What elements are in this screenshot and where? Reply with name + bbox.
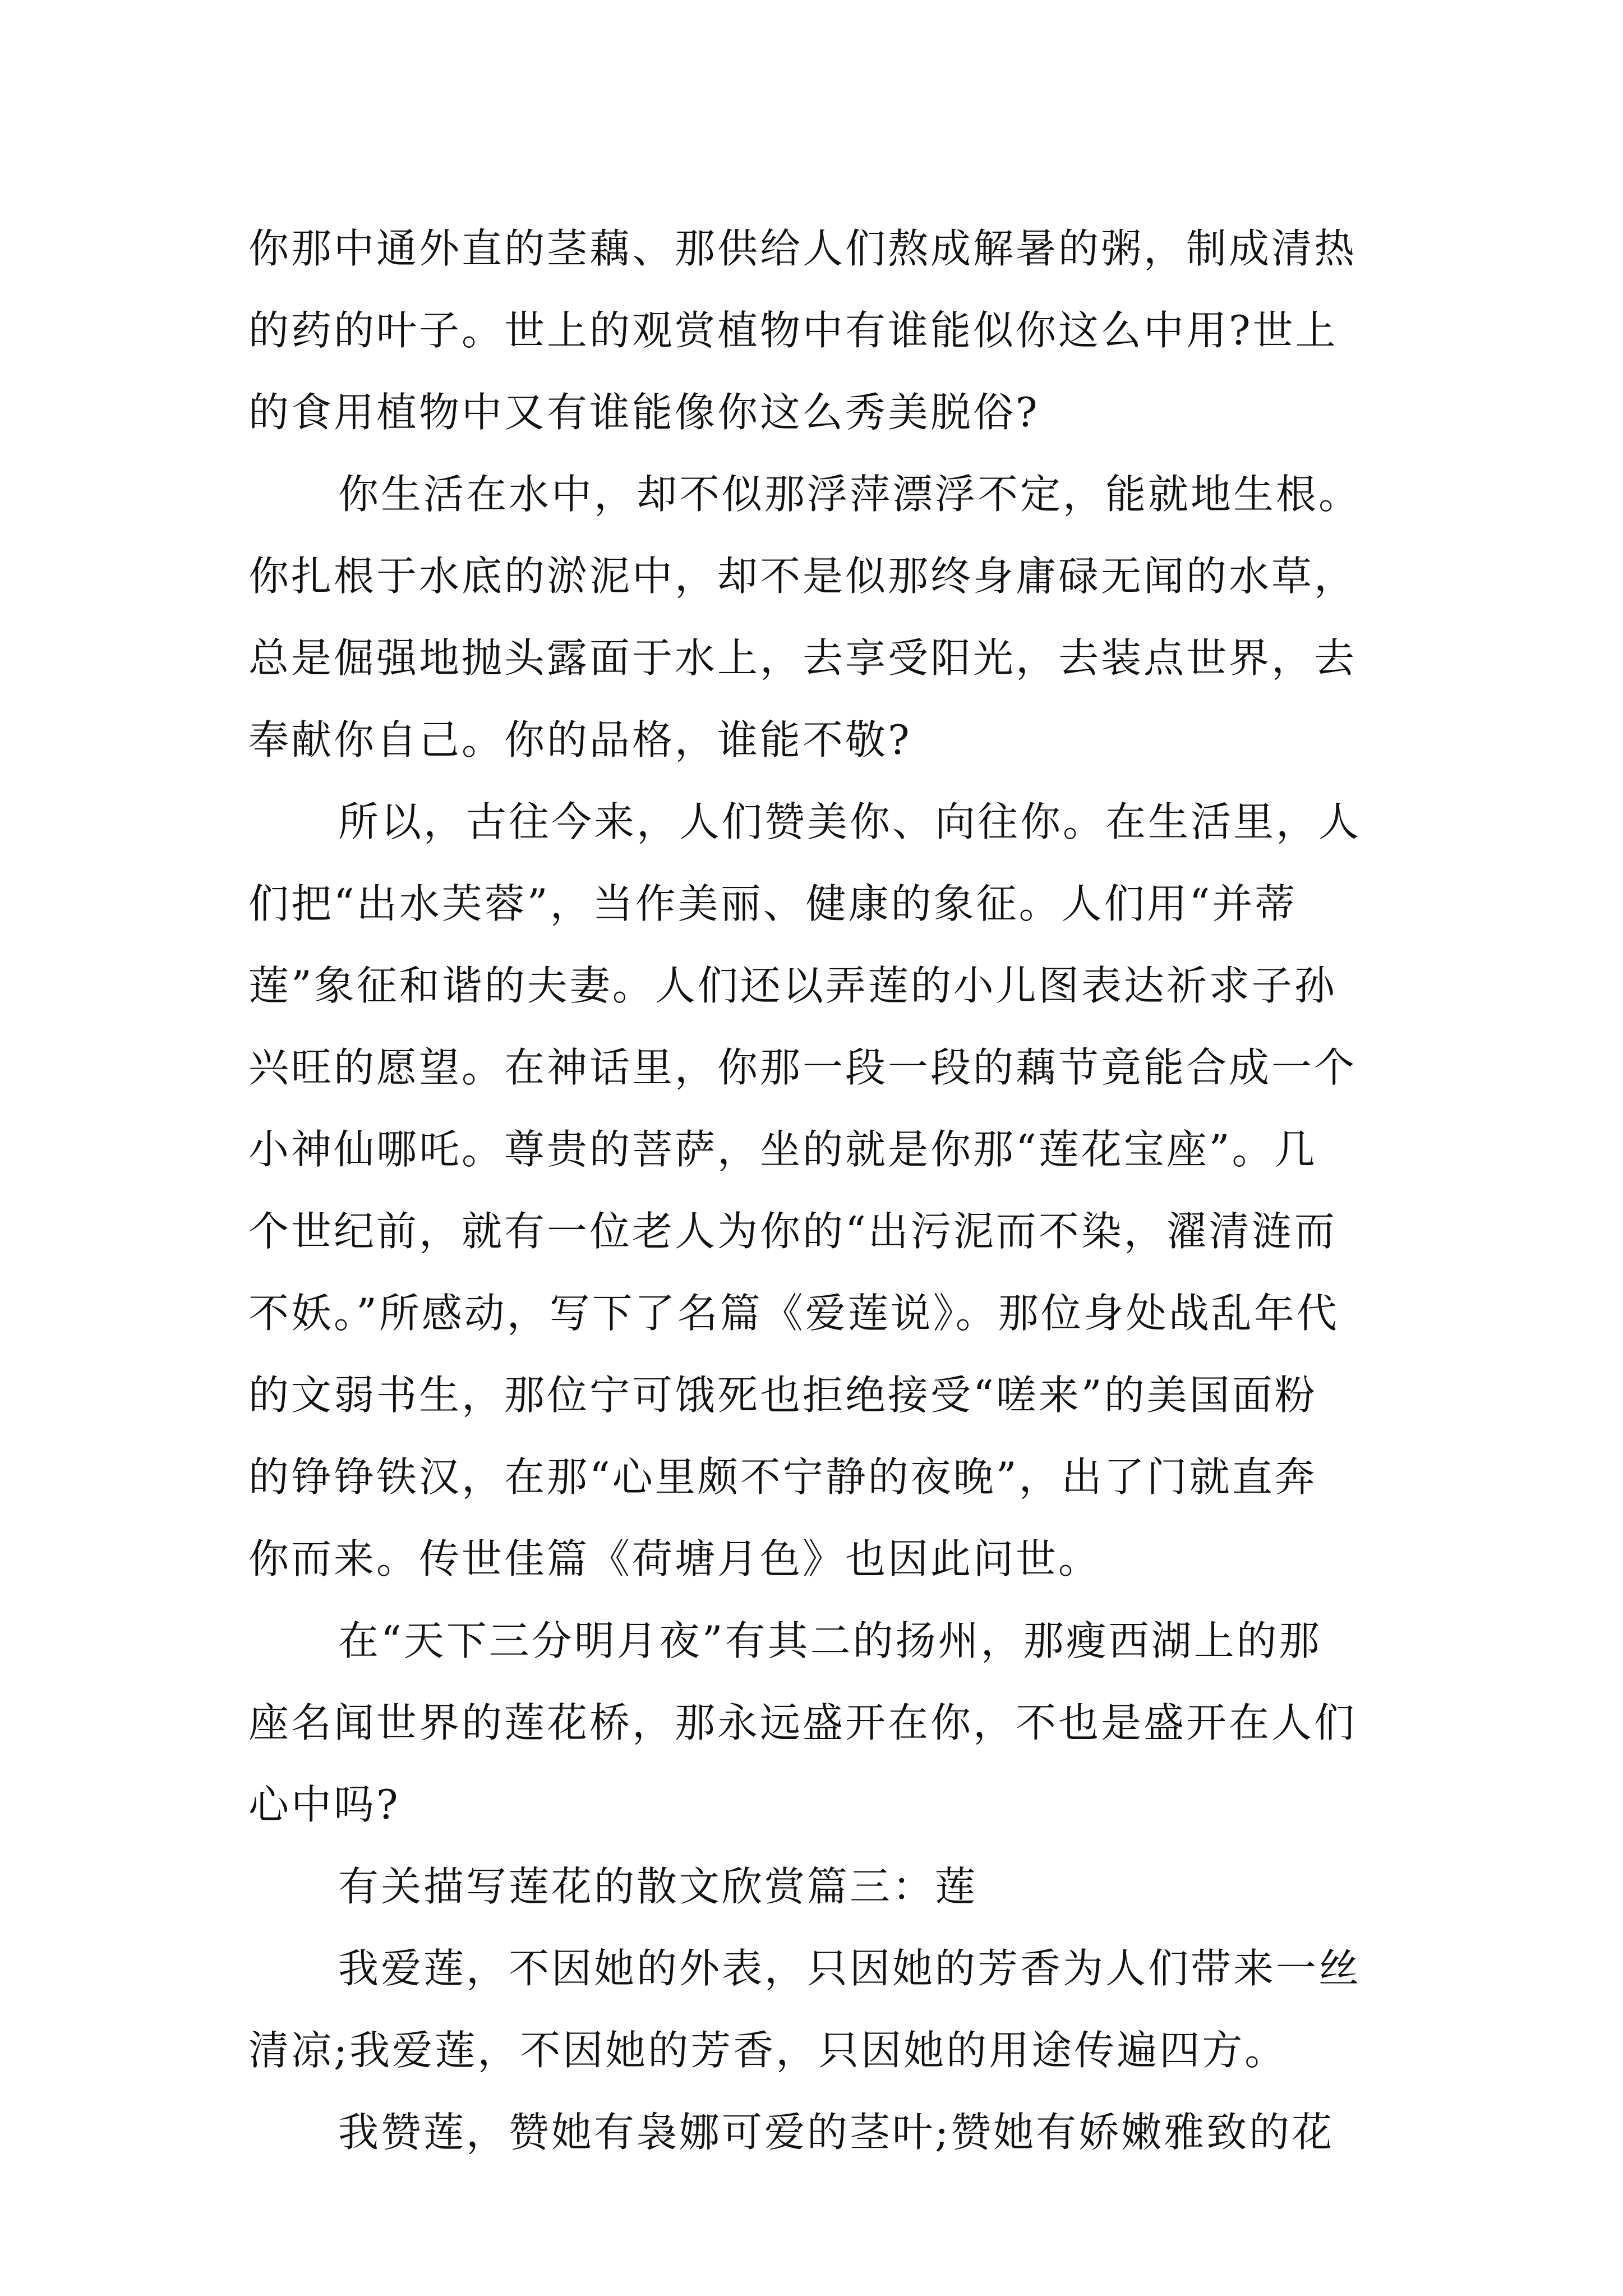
text-line: 座名闻世界的莲花桥，那永远盛开在你，不也是盛开在人们 <box>248 1699 1357 1746</box>
text-line: 奉献你自己。你的品格，谁能不敬? <box>248 716 912 763</box>
paragraph-start-line: 我赞莲，赞她有袅娜可爱的茎叶;赞她有娇嫩雅致的花 <box>338 2109 1335 2156</box>
paragraph-start-line: 我爱莲，不因她的外表，只因她的芳香为人们带来一丝 <box>338 1945 1362 1992</box>
text-line: 总是倔强地抛头露面于水上，去享受阳光，去装点世界，去 <box>248 634 1357 682</box>
text-line: 的食用植物中又有谁能像你这么秀美脱俗? <box>248 389 1040 436</box>
text-line: 的药的叶子。世上的观赏植物中有谁能似你这么中用?世上 <box>248 307 1338 354</box>
text-line: 不妖。”所感动，写下了名篇《爱莲说》。那位身处战乱年代 <box>248 1290 1339 1337</box>
text-line: 你那中通外直的茎藕、那供给人们熬成解暑的粥，制成清热 <box>248 225 1357 272</box>
paragraph-start-line: 在“天下三分明月夜”有其二的扬州，那瘦西湖上的那 <box>338 1617 1322 1664</box>
paragraph-start-line: 所以，古往今来，人们赞美你、向往你。在生活里，人 <box>338 798 1362 845</box>
text-line: 你扎根于水底的淤泥中，却不是似那终身庸碌无闻的水草， <box>248 553 1357 600</box>
text-line: 个世纪前，就有一位老人为你的“出污泥而不染，濯清涟而 <box>248 1208 1337 1255</box>
text-line: 清凉;我爱莲，不因她的芳香，只因她的用途传遍四方。 <box>248 2027 1288 2074</box>
text-line: 的铮铮铁汉，在那“心里颇不宁静的夜晚”，出了门就直奔 <box>248 1453 1317 1501</box>
section-heading: 有关描写莲花的散文欣赏篇三：莲 <box>338 1863 978 1910</box>
article-body <box>248 208 1386 2173</box>
text-line: 兴旺的愿望。在神话里，你那一段一段的藕节竟能合成一个 <box>248 1044 1357 1091</box>
text-line: 莲”象征和谐的夫妻。人们还以弄莲的小儿图表达祈求子孙 <box>248 962 1337 1009</box>
text-line: 心中吗? <box>248 1781 400 1828</box>
paragraph-start-line: 你生活在水中，却不似那浮萍漂浮不定，能就地生根。 <box>338 471 1362 518</box>
text-line: 们把“出水芙蓉”，当作美丽、健康的象征。人们用“并蒂 <box>248 880 1298 927</box>
text-line: 的文弱书生，那位宁可饿死也拒绝接受“嗟来”的美国面粉 <box>248 1372 1317 1419</box>
text-line: 你而来。传世佳篇《荷塘月色》也因此问世。 <box>248 1535 1101 1582</box>
text-line: 小神仙哪吒。尊贵的菩萨，坐的就是你那“莲花宝座”。几 <box>248 1126 1317 1173</box>
